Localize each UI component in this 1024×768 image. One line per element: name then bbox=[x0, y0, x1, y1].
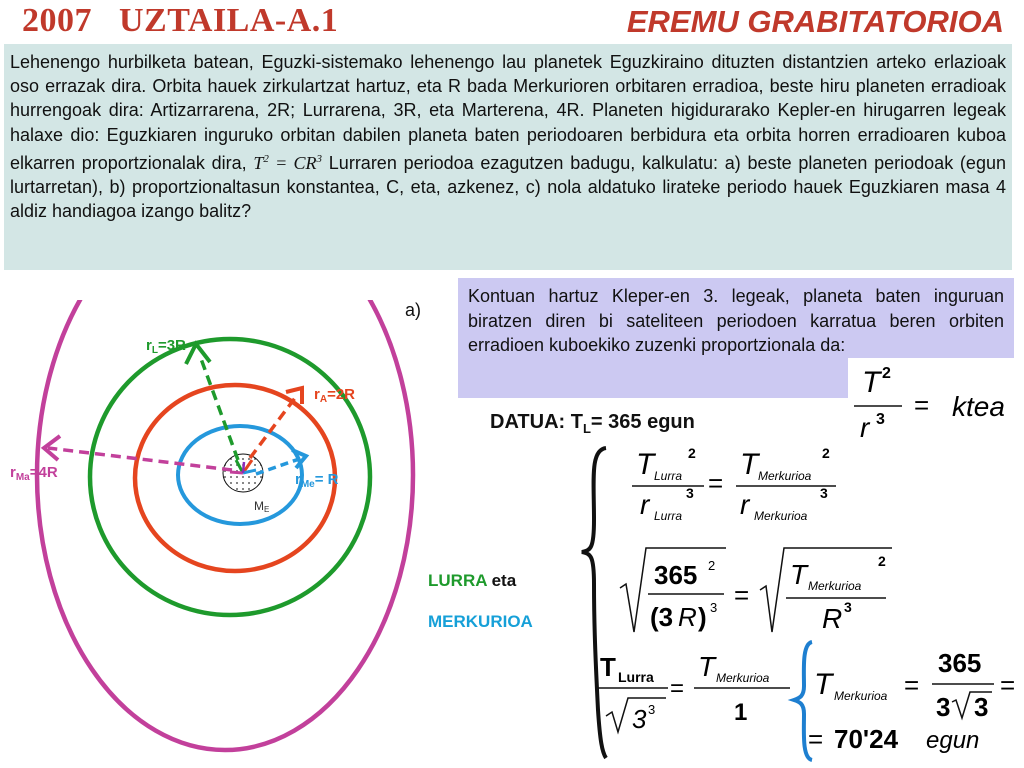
svg-text:Merkurioa: Merkurioa bbox=[754, 509, 808, 523]
svg-text:3: 3 bbox=[648, 702, 656, 717]
kepler-note: Kontuan hartuz Kleper-en 3. legeak, planeta baten inguruan biratzen diren bi sateliteen periodoen karratua beren orbiten erradioen kuboekiko zuzenki proportzionala da: bbox=[458, 278, 1014, 398]
problem-statement bbox=[4, 44, 1012, 270]
svg-text:3: 3 bbox=[876, 411, 885, 428]
label-sun: ME bbox=[254, 499, 270, 514]
svg-text:2: 2 bbox=[882, 365, 891, 382]
svg-text:(3: (3 bbox=[650, 602, 674, 632]
problem-formula: $T^2 = CR^3$ bbox=[253, 152, 323, 173]
svg-text:3: 3 bbox=[974, 692, 989, 722]
given-data: DATUA: $T_L= 365$ egun bbox=[490, 411, 695, 436]
svg-text:3: 3 bbox=[844, 599, 852, 615]
legend-merkurioa: MERKURIOA bbox=[428, 612, 533, 631]
svg-text:2: 2 bbox=[708, 558, 716, 573]
svg-text:3: 3 bbox=[686, 485, 694, 501]
svg-text:T: T bbox=[698, 651, 716, 682]
svg-text:R: R bbox=[822, 603, 843, 634]
svg-text:=: = bbox=[904, 670, 920, 700]
svg-text:T: T bbox=[790, 559, 808, 590]
svg-text:r: r bbox=[740, 489, 750, 520]
legend-lurra: LURRA eta bbox=[428, 571, 517, 590]
svg-text:3: 3 bbox=[632, 704, 647, 734]
kepler-constant-formula bbox=[848, 358, 1014, 444]
equation-2 bbox=[620, 548, 892, 634]
result-unit: egun bbox=[926, 727, 980, 754]
svg-text:Merkurioa: Merkurioa bbox=[716, 671, 770, 685]
svg-text:=: = bbox=[708, 468, 724, 498]
svg-text:365: 365 bbox=[654, 560, 698, 590]
svg-text:T: T bbox=[740, 448, 759, 481]
orbit-diagram bbox=[0, 300, 430, 768]
mars-orbit bbox=[37, 300, 413, 750]
svg-text:=: = bbox=[734, 580, 750, 610]
system-brace bbox=[582, 448, 606, 758]
svg-text:=: = bbox=[808, 724, 824, 754]
svg-text:T: T bbox=[814, 668, 833, 701]
slide-title: EREMU GRABITATORIOA bbox=[626, 4, 1004, 39]
solution-equations bbox=[576, 440, 1024, 768]
slide-code: 2007 UZTAILA-A.1 bbox=[22, 2, 339, 39]
svg-text:2: 2 bbox=[822, 445, 830, 461]
svg-text:3: 3 bbox=[710, 600, 718, 615]
svg-text:2: 2 bbox=[878, 553, 886, 569]
svg-text:r: r bbox=[860, 412, 870, 443]
svg-text:Merkurioa: Merkurioa bbox=[758, 469, 812, 483]
label-rMa: $r_{Ma}=4R$ bbox=[10, 464, 58, 483]
problem-text: Lehenengo hurbilketa batean, Eguzki-sistemako lehenengo lau planetek Eguzkiraino dituzten distantzien arteko erlazioak oso errazak dira. Orbita hauek zirkulartzat hartuz, eta R bada Merkurioren orbitaren erradioa, beste hiru planeten erradioak hurrengoak dira: Artizarrarena, 2R; Lurrarena, 3R, eta Marterena, 4R. Planeten higidurarako Kepler-en hirugarren legeak halaxe dio: Eguzkiaren inguruko orbitan dabilen planeta baten periodoaren berbidura eta orbita horren erradioaren kuboa elkarren proportzionalak dira, bbox=[10, 52, 1006, 173]
problem-text-end: Lurraren periodoa ezagutzen badugu, kalkulatu: a) beste planeten periodoak (egun lurtarretan), b) proportzionaltasun konstantea, C, eta, azkenez, c) nola aldatuko lirateke periodo hauek Eguzkiaren masa 4 aldiz handiagoa izango balitz? bbox=[10, 152, 1006, 222]
part-a-label: a) bbox=[405, 300, 422, 320]
svg-text:Merkurioa: Merkurioa bbox=[808, 579, 862, 593]
svg-text:r: r bbox=[640, 489, 650, 520]
svg-text:Lurra: Lurra bbox=[654, 509, 683, 523]
ktea-svg bbox=[848, 358, 1014, 444]
svg-text:R: R bbox=[678, 602, 697, 632]
svg-text:Lurra: Lurra bbox=[618, 669, 654, 685]
svg-text:=: = bbox=[1000, 670, 1016, 700]
svg-text:=: = bbox=[670, 675, 685, 702]
svg-text:T: T bbox=[600, 652, 616, 682]
svg-text:): ) bbox=[698, 602, 707, 632]
equation-3 bbox=[598, 642, 1015, 760]
radius-arrow-venus bbox=[250, 388, 302, 458]
svg-text:T: T bbox=[636, 448, 655, 481]
label-rMe: $r_{Me}= R$ bbox=[295, 471, 339, 490]
label-rL: $r_L=3R$ bbox=[146, 337, 186, 356]
svg-text:T: T bbox=[862, 366, 881, 399]
result-value: 70'24 bbox=[834, 724, 899, 754]
svg-text:1: 1 bbox=[734, 699, 748, 726]
svg-text:3: 3 bbox=[936, 692, 951, 722]
svg-text:ktea: ktea bbox=[952, 391, 1005, 422]
svg-text:Merkurioa: Merkurioa bbox=[834, 689, 888, 703]
label-rA: $r_A=2R$ bbox=[314, 386, 356, 405]
svg-text:=: = bbox=[914, 390, 930, 420]
svg-text:Lurra: Lurra bbox=[654, 469, 683, 483]
svg-text:2: 2 bbox=[688, 445, 696, 461]
equation-1 bbox=[632, 445, 836, 523]
svg-text:365: 365 bbox=[938, 648, 982, 678]
svg-text:3: 3 bbox=[820, 485, 828, 501]
